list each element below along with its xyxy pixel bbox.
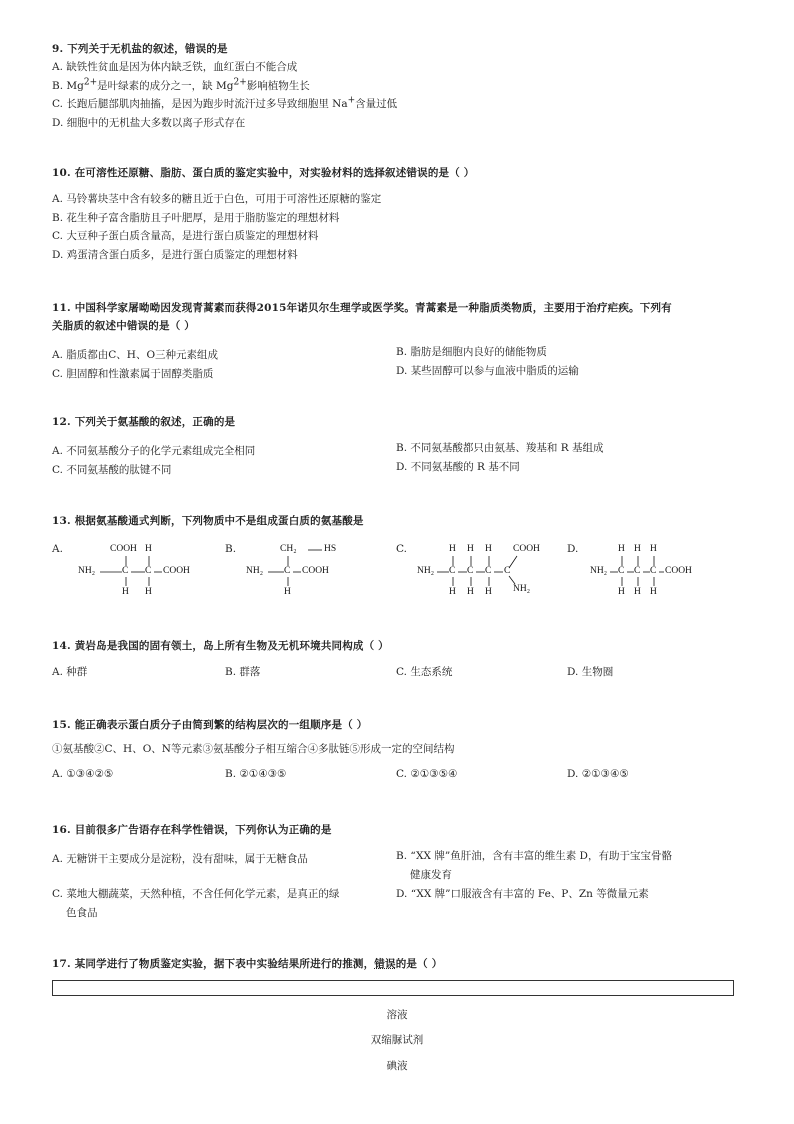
group-cooh: COOH xyxy=(163,566,190,576)
option-c: C. 生态系统 xyxy=(396,666,453,678)
structure-d xyxy=(590,542,720,602)
question-12 xyxy=(52,413,744,476)
structure-c xyxy=(415,542,565,602)
atom-c: C xyxy=(284,566,291,576)
option-a-label: A. xyxy=(52,543,63,555)
option-b: B. 不同氨基酸都只由氨基、羧基和 R 基组成 xyxy=(396,442,604,454)
option-b-label: B. xyxy=(225,543,237,555)
option-a: A. 无糖饼干主要成分是淀粉，没有甜味，属于无糖食品 xyxy=(52,853,308,865)
group-cooh: COOH xyxy=(513,544,540,554)
question-14 xyxy=(52,637,744,682)
option-c: C. ②①③⑤④ xyxy=(396,767,458,780)
option-b: B. $Mg^{2+}$是叶绿素的成分之一，缺 $Mg^{2+}$影响植物生长 xyxy=(52,77,310,92)
question-description: ①氨基酸②C、H、O、N等元素③氨基酸分子相互缩合④多肽链⑤形成一定的空间结构 xyxy=(52,743,455,755)
group-nh2: NH₂ xyxy=(246,566,264,576)
question-stem: 15. 能正确表示蛋白质分子由简到繁的结构层次的一组顺序是（ ） xyxy=(52,719,368,731)
option-a: A. 脂质都由C、H、O三种元素组成 xyxy=(52,349,219,361)
table-cell-solution: 溶液 xyxy=(386,1009,408,1021)
table-cell-iodine: 碘液 xyxy=(386,1060,408,1072)
atom-h: H xyxy=(449,587,456,597)
option-d: D. 某些固醇可以参与血液中脂质的运输 xyxy=(396,364,579,377)
atom-h: H xyxy=(467,587,474,597)
atom-h: H xyxy=(618,587,625,597)
option-d: D. 生物圈 xyxy=(567,666,614,678)
atom-c: C xyxy=(145,566,152,576)
atom-c: C xyxy=(449,566,456,576)
atom-h: H xyxy=(122,587,129,597)
question-stem: 16. 目前很多广告语存在科学性错误，下列你认为正确的是 xyxy=(52,824,332,836)
atom-c: C xyxy=(504,566,511,576)
question-stem: 13. 根据氨基酸通式判断，下列物质中不是组成蛋白质的氨基酸是 xyxy=(52,515,364,527)
atom-h: H xyxy=(145,587,152,597)
atom-h: H xyxy=(634,544,641,554)
atom-h: H xyxy=(284,587,291,597)
atom-h: H xyxy=(485,587,492,597)
option-b: B. 脂肪是细胞内良好的储能物质 xyxy=(396,346,547,358)
group-hs: HS xyxy=(324,544,337,554)
option-b: B. ②①④③⑤ xyxy=(225,767,287,780)
option-c: C. 大豆种子蛋白质含量高，是进行蛋白质鉴定的理想材料 xyxy=(52,230,319,242)
atom-c: C xyxy=(485,566,492,576)
group-ch2: CH₂ xyxy=(280,544,297,554)
atom-h: H xyxy=(650,544,657,554)
option-c: C. 长跑后腿部肌肉抽搐，是因为跑步时流汗过多导致细胞里 Na+含量过低 xyxy=(52,95,398,110)
option-d: D. 细胞中的无机盐大多数以离子形式存在 xyxy=(52,116,246,129)
option-c: C. 不同氨基酸的肽键不同 xyxy=(52,463,172,476)
table-cell-biuret: 双缩脲试剂 xyxy=(370,1034,424,1046)
atom-h: H xyxy=(485,544,492,554)
option-c: C. 胆固醇和性激素属于固醇类脂质 xyxy=(52,367,214,380)
question-15 xyxy=(52,716,744,783)
atom-h: H xyxy=(618,544,625,554)
group-cooh: COOH xyxy=(110,544,137,554)
group-nh2: NH₂ xyxy=(590,566,608,576)
option-d: D. “XX 牌”口服液含有丰富的 Fe、P、Zn 等微量元素 xyxy=(396,888,649,900)
structure-b xyxy=(244,542,374,602)
atom-c: C xyxy=(618,566,625,576)
option-b: B. 花生种子富含脂肪且子叶肥厚，是用于脂肪鉴定的理想材料 xyxy=(52,211,340,224)
option-a: A. ①③④②⑤ xyxy=(52,767,114,780)
option-d: D. 鸡蛋清含蛋白质多，是进行蛋白质鉴定的理想材料 xyxy=(52,248,298,261)
atom-c: C xyxy=(122,566,129,576)
atom-h: H xyxy=(449,544,456,554)
atom-h: H xyxy=(650,587,657,597)
structure-a xyxy=(70,542,200,602)
results-table xyxy=(52,980,734,996)
question-stem: 9. 下列关于无机盐的叙述，错误的是 xyxy=(52,43,228,55)
option-a: A. 马铃薯块茎中含有较多的糖且近于白色，可用于可溶性还原糖的鉴定 xyxy=(52,193,382,205)
group-nh2: NH₂ xyxy=(78,566,96,576)
question-10 xyxy=(52,164,744,264)
question-stem-line2: 关脂质的叙述中错误的是（ ） xyxy=(52,320,195,332)
question-stem: 17. 某同学进行了物质鉴定实验，据下表中实验结果所进行的推测，错误的是（ ） xyxy=(52,958,443,970)
atom-c: C xyxy=(467,566,474,576)
question-17 xyxy=(52,955,744,973)
atom-h: H xyxy=(145,544,152,554)
option-d-label: D. xyxy=(567,543,579,555)
option-a: A. 缺铁性贫血是因为体内缺乏铁，血红蛋白不能合成 xyxy=(52,61,298,73)
option-c: C. 菜地大棚蔬菜，天然种植，不含任何化学元素，是真正的绿 色食品 xyxy=(52,888,340,919)
atom-c: C xyxy=(650,566,657,576)
atom-h: H xyxy=(467,544,474,554)
option-b: B. 群落 xyxy=(225,666,261,678)
group-cooh: COOH xyxy=(302,566,329,576)
option-d: D. ②①③④⑤ xyxy=(567,767,629,780)
option-a: A. 种群 xyxy=(52,666,88,678)
group-cooh: COOH xyxy=(665,566,692,576)
atom-h: H xyxy=(634,587,641,597)
option-b: B. “XX 牌”鱼肝油，含有丰富的维生素 D，有助于宝宝骨骼 健康发育 xyxy=(396,850,672,881)
question-16 xyxy=(52,821,744,921)
question-9 xyxy=(52,40,744,132)
option-a: A. 不同氨基酸分子的化学元素组成完全相同 xyxy=(52,445,256,457)
question-11 xyxy=(52,299,744,380)
question-stem-line1: 11. 中国科学家屠呦呦因发现青蒿素而获得2015年诺贝尔生理学或医学奖。青蒿素是一种脂质类物质，主要用于治疗疟疾。下列有 xyxy=(52,302,672,314)
atom-c: C xyxy=(634,566,641,576)
question-13 xyxy=(52,512,744,530)
option-c-label: C. xyxy=(396,543,407,555)
option-d: D. 不同氨基酸的 R 基不同 xyxy=(396,460,520,473)
question-stem: 10. 在可溶性还原糖、脂肪、蛋白质的鉴定实验中，对实验材料的选择叙述错误的是（ ） xyxy=(52,167,475,179)
group-nh2: NH₂ xyxy=(417,566,435,576)
question-stem: 12. 下列关于氨基酸的叙述，正确的是 xyxy=(52,416,236,428)
group-nh2: NH₂ xyxy=(513,584,531,594)
question-stem: 14. 黄岩岛是我国的固有领土，岛上所有生物及无机环境共同构成（ ） xyxy=(52,640,389,652)
